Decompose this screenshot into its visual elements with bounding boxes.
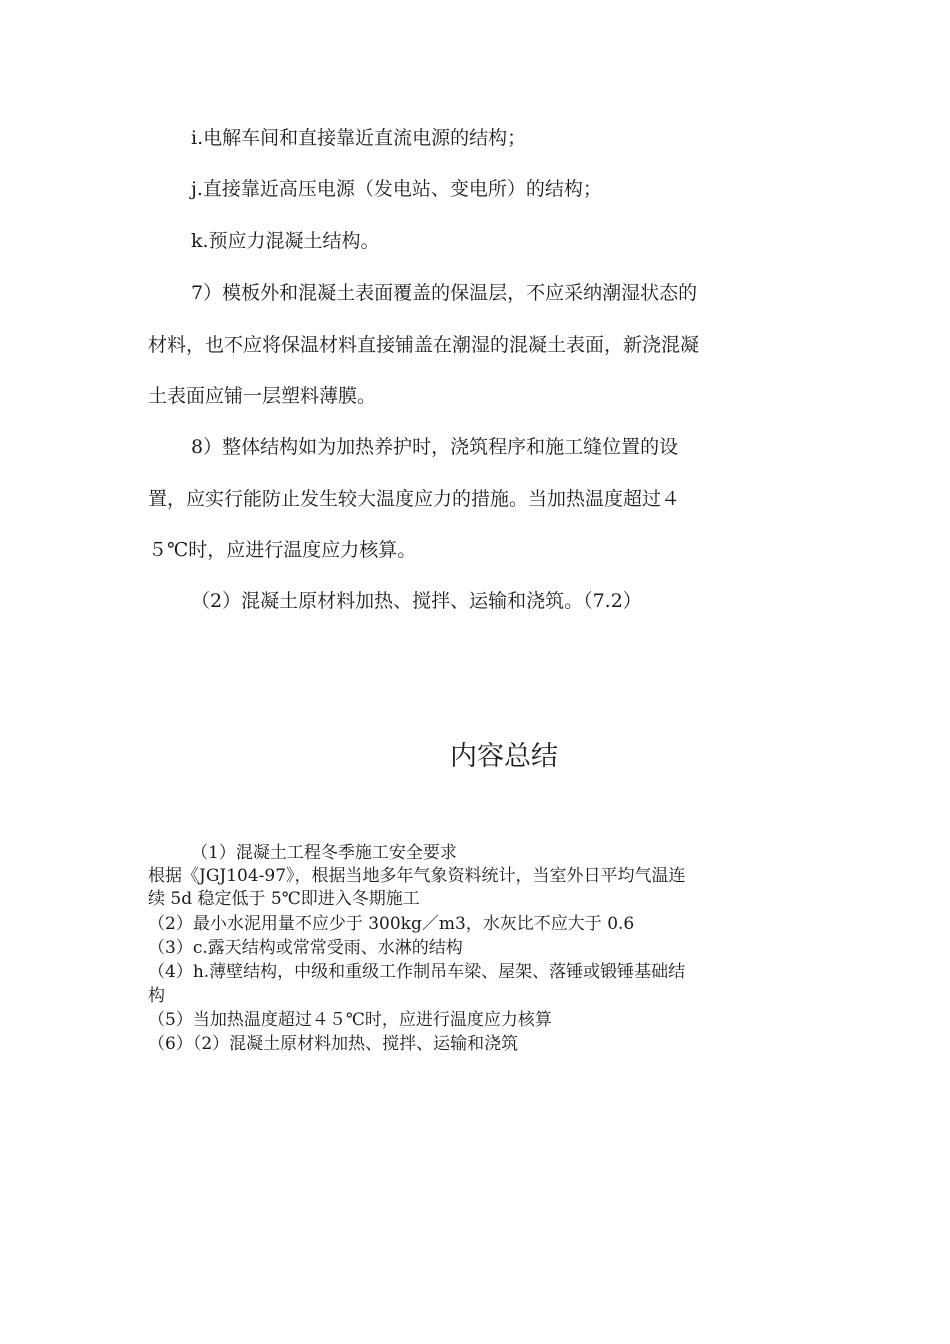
paragraph-item-i: i.电解车间和直接靠近直流电源的结构；	[191, 127, 527, 149]
paragraph-7-line-2: 材料，也不应将保温材料直接铺盖在潮湿的混凝土表面，新浇混凝	[148, 334, 700, 356]
paragraph-item-k: k.预应力混凝土结构。	[191, 230, 380, 252]
paragraph-2-heading: （2）混凝土原材料加热、搅拌、运输和浇筑。（7.2）	[191, 590, 642, 612]
summary-line-8: （5）当加热温度超过４５℃时，应进行温度应力核算	[148, 1010, 552, 1030]
summary-line-6: （4）h.薄壁结构，中级和重级工作制吊车梁、屋架、落锤或锻锤基础结	[148, 962, 686, 982]
summary-line-1: （1）混凝土工程冬季施工安全要求	[191, 843, 457, 863]
paragraph-8-line-1: 8）整体结构如为加热养护时，浇筑程序和施工缝位置的设	[191, 436, 679, 458]
summary-title: 内容总结	[450, 741, 558, 772]
paragraph-7-line-1: 7）模板外和混凝土表面覆盖的保温层，不应采纳潮湿状态的	[191, 282, 698, 304]
paragraph-7-line-3: 土表面应铺一层塑料薄膜。	[148, 385, 377, 407]
summary-line-2: 根据《JGJ104-97》，根据当地多年气象资料统计，当室外日平均气温连	[148, 866, 686, 886]
paragraph-item-j: j.直接靠近高压电源（发电站、变电所）的结构；	[191, 178, 602, 200]
summary-line-7: 构	[148, 986, 165, 1006]
summary-line-4: （2）最小水泥用量不应少于 300kg／m3，水灰比不应大于 0.6	[148, 914, 635, 934]
paragraph-8-line-3: ５℃时，应进行温度应力核算。	[148, 539, 417, 561]
summary-line-9: （6）（2）混凝土原材料加热、搅拌、运输和浇筑	[148, 1034, 519, 1054]
summary-line-5: （3）c.露天结构或常常受雨、水淋的结构	[148, 938, 463, 958]
summary-line-3: 续 5d 稳定低于 5℃即进入冬期施工	[148, 889, 420, 909]
paragraph-8-line-2: 置，应实行能防止发生较大温度应力的措施。当加热温度超过４	[148, 488, 681, 510]
